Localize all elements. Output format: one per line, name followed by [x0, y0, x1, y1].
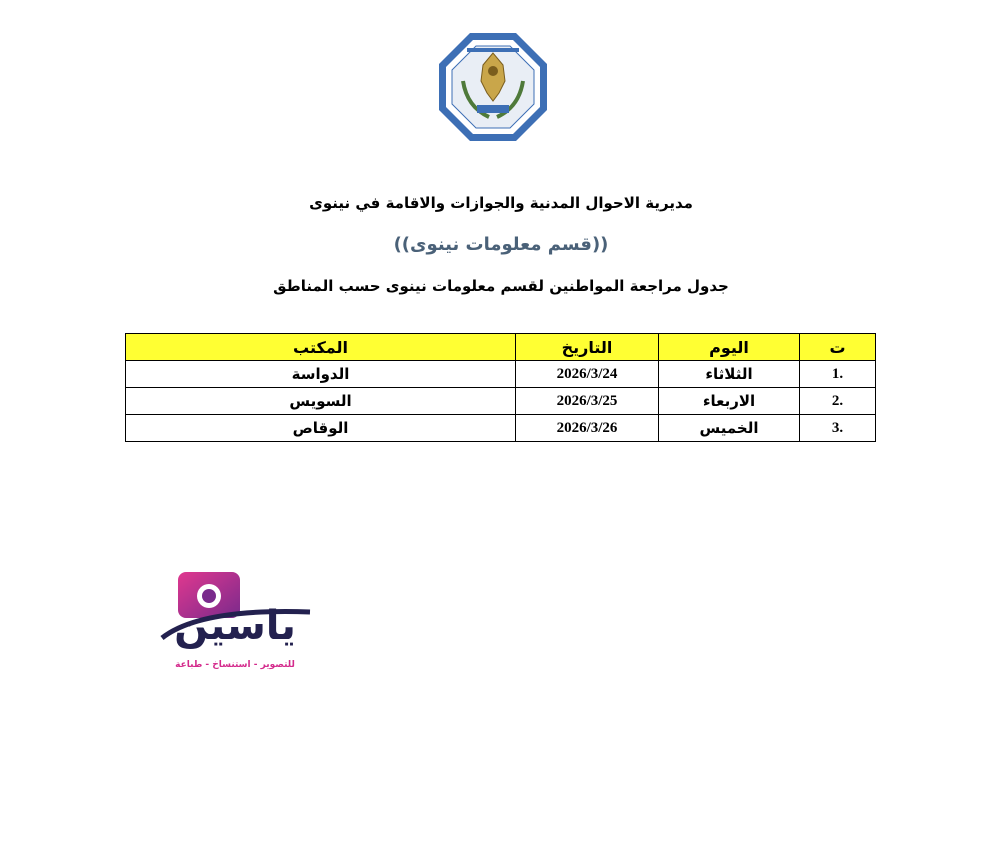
- row-day: الاربعاء: [659, 388, 800, 415]
- column-header-day: اليوم: [659, 334, 800, 361]
- table-header-row: [126, 334, 876, 361]
- table-row: [126, 415, 876, 442]
- directorate-title: مديرية الاحوال المدنية والجوازات والاقامة في نينوى: [309, 194, 693, 212]
- row-office: الوقاص: [126, 415, 516, 442]
- row-date: 2026/3/24: [516, 361, 659, 388]
- directorate-emblem: [437, 31, 549, 143]
- table-row: [126, 361, 876, 388]
- table-row: [126, 388, 876, 415]
- schedule-table: [125, 333, 876, 442]
- row-office: الدواسة: [126, 361, 516, 388]
- row-index: 1.: [800, 361, 876, 388]
- row-index: 3.: [800, 415, 876, 442]
- department-subtitle: ((قسم معلومات نينوى)): [393, 234, 609, 255]
- row-index: 2.: [800, 388, 876, 415]
- row-date: 2026/3/26: [516, 415, 659, 442]
- row-office: السويس: [126, 388, 516, 415]
- column-header-office: المكتب: [126, 334, 516, 361]
- row-day: الثلاثاء: [659, 361, 800, 388]
- column-header-index: ت: [800, 334, 876, 361]
- schedule-title: جدول مراجعة المواطنين لقسم معلومات نينوى حسب المناطق: [273, 277, 729, 295]
- column-header-date: التاريخ: [516, 334, 659, 361]
- studio-logo-name: ياسين: [174, 603, 296, 649]
- studio-logo-tagline: للتصوير - استنساخ - طباعة: [175, 660, 295, 670]
- row-date: 2026/3/25: [516, 388, 659, 415]
- row-day: الخميس: [659, 415, 800, 442]
